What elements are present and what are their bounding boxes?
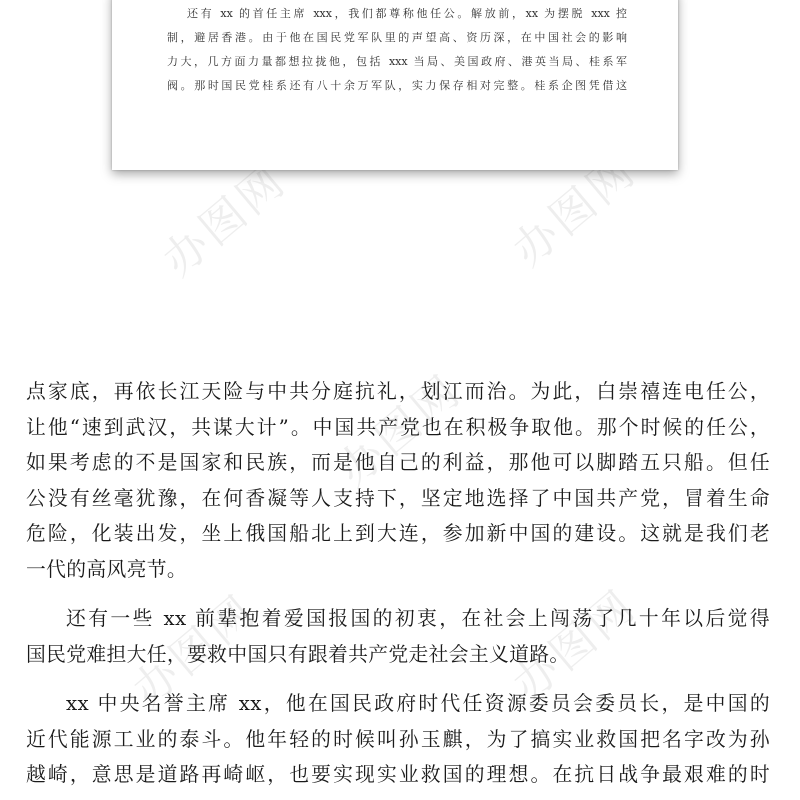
watermark: 办图网 [153, 154, 297, 287]
watermark: 办图网 [503, 144, 647, 277]
text-line: 一代的高风亮节。 [26, 557, 188, 581]
watermark: 办图网 [503, 579, 647, 712]
paragraph [26, 601, 770, 672]
paragraph [26, 374, 770, 587]
preview-line: 力大，几方面力量都想拉拢他，包括 xxx 当局、美国政府、港英当局、桂系军 [167, 55, 627, 68]
preview-line: 制，避居香港。由于他在国民党军队里的声望高、资历深，在中国社会的影响 [167, 31, 627, 44]
text-line: 让他“速到武汉，共谋大计”。中国共产党也在积极争取他。那个时候的任公， [26, 415, 770, 439]
text-line: 危险，化装出发，坐上俄国船北上到大连，参加新中国的建设。这就是我们老 [26, 522, 770, 545]
text-line: 如果考虑的不是国家和民族，而是他自己的利益，那他可以脚踏五只船。但任 [26, 451, 770, 474]
paragraph [26, 686, 770, 793]
text-line: 近代能源工业的泰斗。他年轻的时候叫孙玉麒，为了搞实业救国把名字改为孙 [26, 727, 770, 751]
text-line: 国民党难担大任，要救中国只有跟着共产党走社会主义道路。 [26, 642, 570, 666]
text-line: 还有一些 xx 前辈抱着爱国报国的初衷，在社会上闯荡了几十年以后觉得 [66, 607, 770, 630]
text-line: 越崎，意思是道路再崎岖，也要实现实业救国的理想。在抗日战争最艰难的时 [26, 763, 770, 786]
preview-line: 阀。那时国民党桂系还有八十余万军队，实力保存相对完整。桂系企图凭借这 [167, 79, 627, 92]
page-preview-card [112, 0, 678, 170]
text-line: 公没有丝毫犹豫，在何香凝等人支持下，坚定地选择了中国共产党，冒着生命 [26, 486, 770, 510]
preview-line: 还有 xx 的首任主席 xxx，我们都尊称他任公。解放前，xx 为摆脱 xxx 控 [187, 7, 627, 20]
watermark: 办图网 [123, 584, 267, 717]
watermark: 办图网 [328, 364, 472, 497]
text-line: 点家底，再依长江天险与中共分庭抗礼，划江而治。为此，白崇禧连电任公， [26, 380, 770, 403]
document-body [26, 374, 770, 793]
text-line: xx 中央名誉主席 xx，他在国民政府时代任资源委员会委员长，是中国的 [66, 692, 770, 715]
